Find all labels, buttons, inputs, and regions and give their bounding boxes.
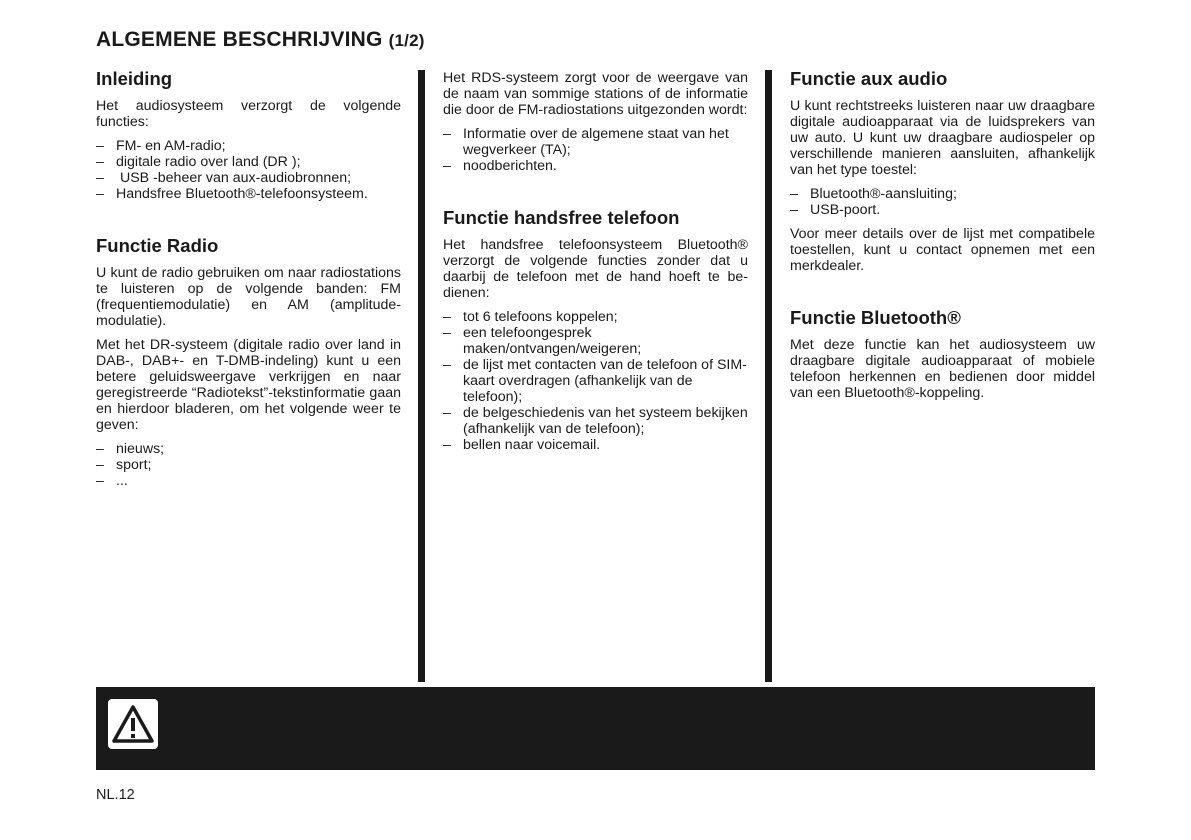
list-item: – ... xyxy=(96,473,401,489)
column-left xyxy=(96,68,401,497)
list-item: – FM- en AM-radio; xyxy=(96,138,401,154)
column-divider-right xyxy=(765,70,772,682)
list-item: – USB-poort. xyxy=(790,202,1095,218)
list-item: – Handsfree Bluetooth®-telefoonsysteem. xyxy=(96,186,401,202)
aux-heading: Functie aux audio xyxy=(790,68,948,89)
aux-text-1: U kunt rechtstreeks luisteren naar uw draagbare digitale audioapparaat via de luidsprekers van uw auto. U kunt uw draagbare audiospeler op verschillende manieren aansluiten, afhankelijk van het type toestel: xyxy=(790,98,1095,178)
aux-text-2: Voor meer details over de lijst met compatibele toestellen, kunt u contact opnemen met een merkdealer. xyxy=(790,226,1095,274)
page-title-suffix: (1/2) xyxy=(388,31,425,50)
intro-heading: Inleiding xyxy=(96,68,173,89)
bluetooth-text: Met deze functie kan het audiosysteem uw draagbare digitale audioapparaat of mobiele telefoon herkennen en bedienen door middel van een Bluetooth®-koppeling. xyxy=(790,337,1095,401)
list-item: – noodberichten. xyxy=(443,158,748,174)
page-number: NL.12 xyxy=(96,787,135,803)
radio-text-2: Met het DR-systeem (digitale radio over land in DAB-, DAB+- en T-DMB-indeling) kunt u een betere geluidsweergave verkrijgen en naar geregistreerde “Radiotekst”-tekstinformatie gaan en hierdoor bladeren, om het volgende weer te geven: xyxy=(96,337,401,433)
warning-triangle-icon xyxy=(108,699,158,749)
rds-list xyxy=(443,126,748,174)
list-item: – Informatie over de algemene staat van het wegverkeer (TA); xyxy=(443,126,748,158)
handsfree-list xyxy=(443,309,748,453)
intro-list xyxy=(96,138,401,202)
handsfree-heading: Functie handsfree telefoon xyxy=(443,207,680,228)
column-right xyxy=(790,68,1095,409)
list-item: – Bluetooth®-aansluiting; xyxy=(790,186,1095,202)
aux-list xyxy=(790,186,1095,218)
list-item: – de belgeschiedenis van het systeem bekijken (afhankelijk van de telefoon); xyxy=(443,405,748,437)
page-title-text: ALGEMENE BESCHRIJVING xyxy=(96,28,383,51)
list-item: – de lijst met contacten van de telefoon of SIM-kaart overdragen (afhankelijk van de telefoon); xyxy=(443,357,748,405)
list-item: – bellen naar voicemail. xyxy=(443,437,748,453)
list-item: – digitale radio over land (DR ); xyxy=(96,154,401,170)
radio-list xyxy=(96,441,401,489)
intro-text: Het audiosysteem verzorgt de volgende functies: xyxy=(96,98,401,130)
list-item: – tot 6 telefoons koppelen; xyxy=(443,309,748,325)
radio-text-1: U kunt de radio gebruiken om naar radiostations te luisteren op de volgende banden: FM (frequentiemodulatie) en AM (amplitudemodulatie). xyxy=(96,265,401,329)
handsfree-text: Het handsfree telefoonsysteem Bluetooth® verzorgt de volgende functies zonder dat u daarbij de telefoon met de hand hoeft te bedienen: xyxy=(443,237,748,301)
column-middle xyxy=(443,70,748,461)
list-item: – sport; xyxy=(96,457,401,473)
rds-text: Het RDS-systeem zorgt voor de weergave van de naam van sommige stations of de informatie die door de FM-radiostations uitgezonden wordt: xyxy=(443,70,748,118)
page-title xyxy=(96,28,425,52)
radio-heading: Functie Radio xyxy=(96,235,219,256)
list-item: – nieuws; xyxy=(96,441,401,457)
warning-box xyxy=(96,687,1095,770)
list-item: – een telefoongesprek maken/ontvangen/weigeren; xyxy=(443,325,748,357)
column-divider-left xyxy=(418,70,425,682)
list-item: – USB -beheer van aux-audiobronnen; xyxy=(96,170,401,186)
bluetooth-heading: Functie Bluetooth® xyxy=(790,307,961,328)
